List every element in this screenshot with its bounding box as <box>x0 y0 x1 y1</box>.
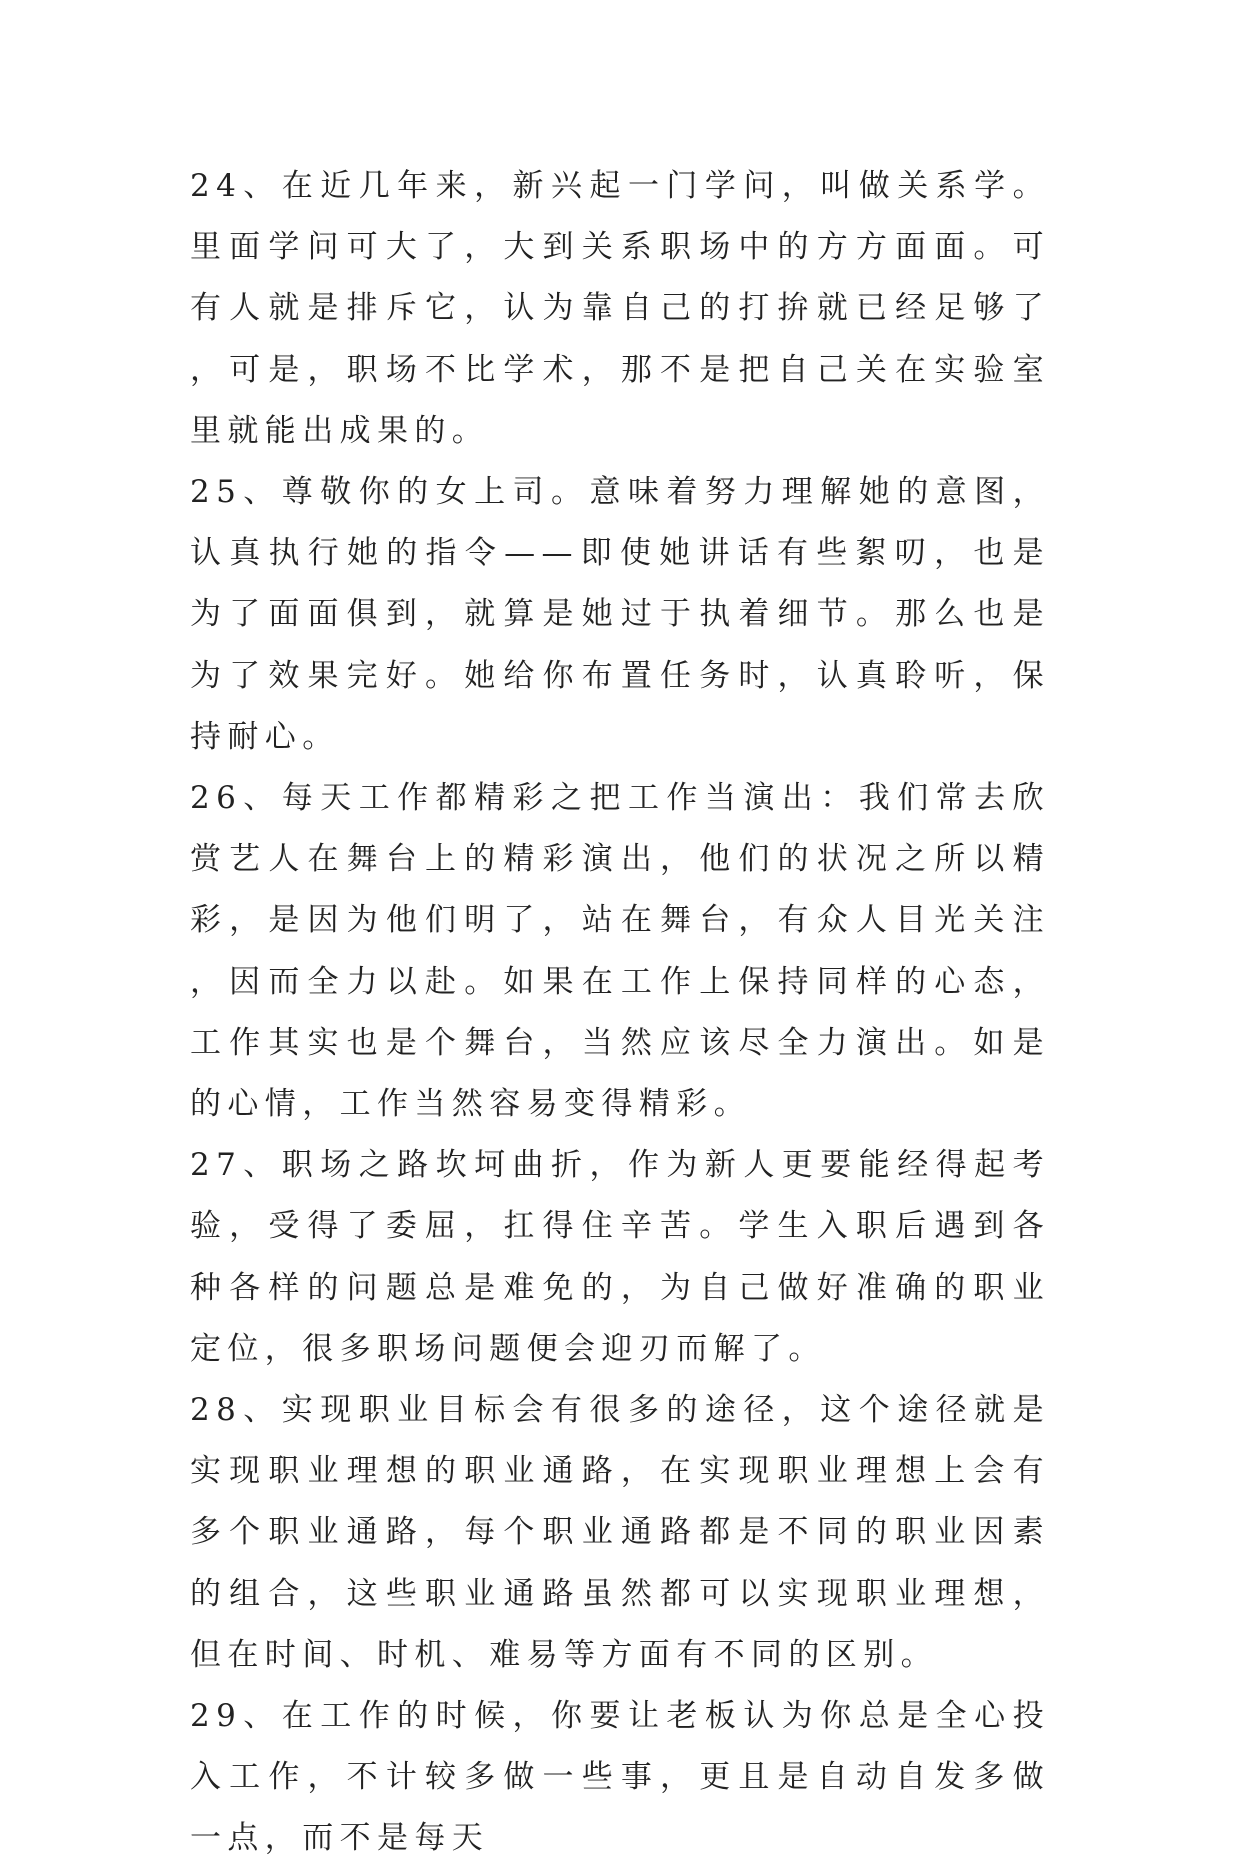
paragraph-24: 24、在近几年来，新兴起一门学问，叫做关系学。里面学问可大了，大到关系职场中的方方面面。可有人就是排斥它，认为靠自己的打拚就已经足够了，可是，职场不比学术，那不是把自己关在实验室里就能出成果的。 <box>190 168 1050 449</box>
document-body <box>190 156 1050 1870</box>
paragraph-26: 26、每天工作都精彩之把工作当演出：我们常去欣赏艺人在舞台上的精彩演出，他们的状况之所以精彩，是因为他们明了，站在舞台，有众人目光关注，因而全力以赴。如果在工作上保持同样的心态，工作其实也是个舞台，当然应该尽全力演出。如是的心情，工作当然容易变得精彩。 <box>190 780 1050 1123</box>
paragraph-28: 28、实现职业目标会有很多的途径，这个途径就是实现职业理想的职业通路，在实现职业理想上会有多个职业通路，每个职业通路都是不同的职业因素的组合，这些职业通路虽然都可以实现职业理想，但在时间、时机、难易等方面有不同的区别。 <box>190 1392 1050 1673</box>
paragraph-29: 29、在工作的时候，你要让老板认为你总是全心投入工作，不计较多做一些事，更且是自动自发多做一点，而不是每天 <box>190 1698 1050 1857</box>
paragraph-27: 27、职场之路坎坷曲折，作为新人更要能经得起考验，受得了委屈，扛得住辛苦。学生入职后遇到各种各样的问题总是难免的，为自己做好准确的职业定位，很多职场问题便会迎刃而解了。 <box>190 1147 1050 1367</box>
paragraph-25: 25、尊敬你的女上司。意味着努力理解她的意图，认真执行她的指令——即使她讲话有些絮叨，也是为了面面俱到，就算是她过于执着细节。那么也是为了效果完好。她给你布置任务时，认真聆听，保持耐心。 <box>190 474 1050 755</box>
